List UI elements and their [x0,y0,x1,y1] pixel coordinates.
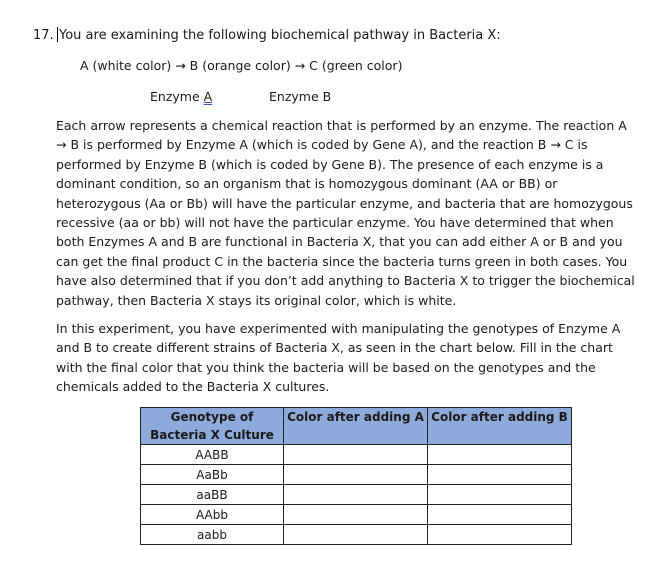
table-row [141,505,572,525]
color-b-cell[interactable] [428,445,572,465]
genotype-cell: aaBB [141,485,284,505]
enzyme-b-label: Enzyme B [269,89,332,104]
paragraph-instructions: In this experiment, you have experimented with manipulating the genotypes of Enzyme A and B to create different strains of Bacteria X, as seen in the chart below. Fill in the chart with the final color that you think the bacteria will be based on the genotypes and the chemicals added to the Bacteria X cultures. [56,321,621,395]
header-genotype: Genotype of Bacteria X Culture [141,408,284,445]
table-row [141,465,572,485]
chart-header-row [141,408,572,445]
color-a-cell[interactable] [284,505,428,525]
pathway-line: A (white color) → B (orange color) → C (green color) [80,58,403,73]
enzyme-a-label [150,89,212,104]
question-text: You are examining the following biochemical pathway in Bacteria X: [59,28,501,43]
paragraph-description: Each arrow represents a chemical reaction that is performed by an enzyme. The reaction A → B is performed by Enzyme A (which is coded by Gene A), and the reaction B → C is performed by Enzyme B (which is coded by Gene B). The presence of each enzyme is a dominant condition, so an organism that is homozygous dominant (AA or BB) or heterozygous (Aa or Bb) will have the particular enzyme, and bacteria that are homozygous recessive (aa or bb) will not have the particular enzyme. You have determined that when both Enzymes A and B are functional in Bacteria X, that you can add either A or B and you can get the final product C in the bacteria since the bacteria turns green in both cases. You have also determined that if you don’t add anything to Bacteria X to trigger the biochemical pathway, then Bacteria X stays its original color, which is white. [56,118,635,308]
genotype-cell: AaBb [141,465,284,485]
enzyme-a-letter: A [203,89,213,104]
color-b-cell[interactable] [428,465,572,485]
color-b-cell[interactable] [428,485,572,505]
question-number: 17. [33,28,54,43]
table-row [141,525,572,545]
table-row [141,445,572,465]
color-b-cell[interactable] [428,525,572,545]
color-a-cell[interactable] [284,445,428,465]
genotype-chart [140,407,572,545]
genotype-cell: AABB [141,445,284,465]
question-line [33,27,501,43]
text-cursor [57,27,58,42]
color-b-cell[interactable] [428,505,572,525]
color-a-cell[interactable] [284,525,428,545]
table-row [141,485,572,505]
enzyme-a-prefix: Enzyme [150,89,204,104]
header-color-b: Color after adding B [428,408,572,445]
color-a-cell[interactable] [284,465,428,485]
header-color-a: Color after adding A [284,408,428,445]
genotype-cell: AAbb [141,505,284,525]
genotype-cell: aabb [141,525,284,545]
color-a-cell[interactable] [284,485,428,505]
